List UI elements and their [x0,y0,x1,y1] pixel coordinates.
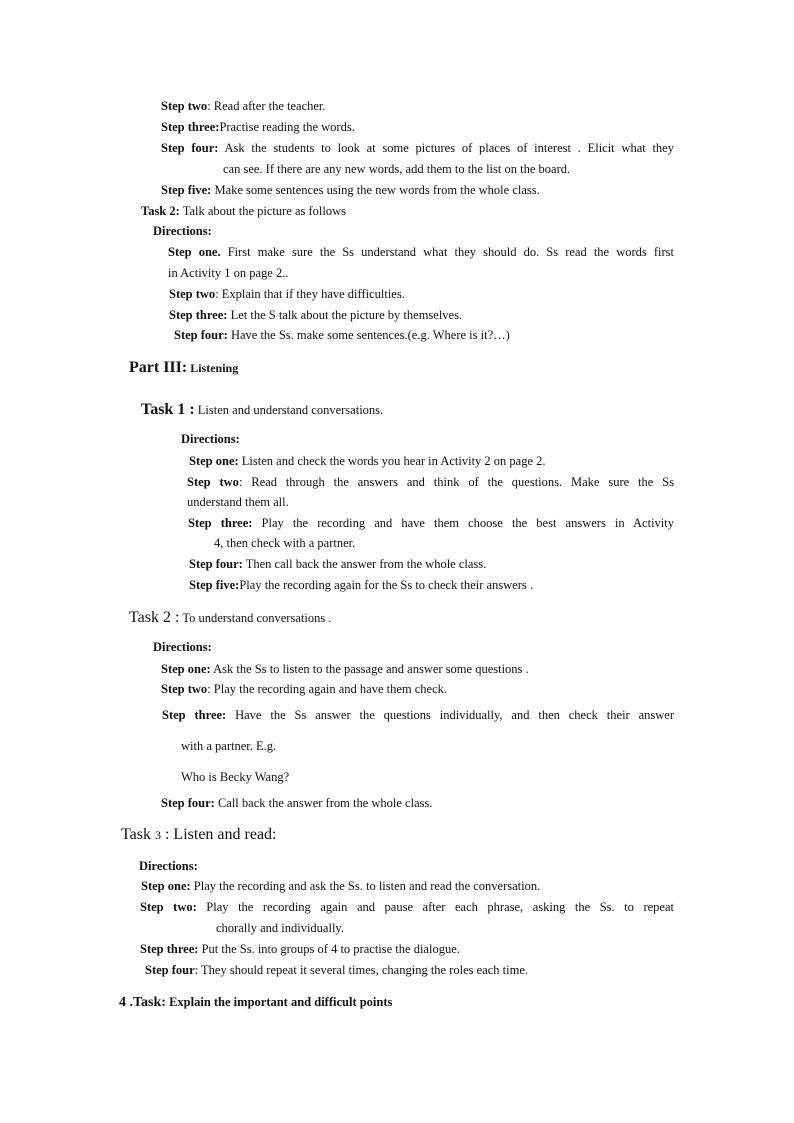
task1-heading [141,400,383,420]
task2-heading [129,608,331,628]
example-question: Who is Becky Wang? [181,770,290,784]
step-label: Step four: [189,557,243,571]
partner-line: with a partner. E.g. [181,739,277,753]
step-text: Make some sentences using the new words from the whole class. [211,183,540,197]
step-text: Let the S talk about the picture by themselves. [227,308,463,322]
step-label: Step four [145,963,195,977]
step-text: Play the recording again and pause after each phrase, asking the Ss. to repeat [196,900,674,914]
task-text: Explain the important and difficult points [165,995,393,1009]
step-text: Play the recording and have them choose the best answers in Activity [252,516,674,530]
task3-heading [121,825,277,845]
task-label: Task: [133,995,166,1010]
step-label: Step three: [188,516,253,530]
step-label: Step four: [161,796,215,810]
step-one-cont: in Activity 1 on page 2.. [168,266,289,280]
step-four-line [145,962,528,978]
step-five-line [161,182,540,198]
part-subtitle: Listening [187,361,239,375]
step-three-line [140,941,460,957]
task4-heading [119,992,392,1013]
step-text: Ask the Ss to listen to the passage and answer some questions . [210,662,529,676]
part-title: Part III: [129,359,188,376]
step-two-line [187,474,674,490]
task-label: Task 1 : [141,401,195,418]
step-four-line [189,556,486,572]
step-label: Step two [187,475,239,489]
step-two-cont: chorally and individually. [216,921,344,935]
step-text: Play the recording and ask the Ss. to listen and read the conversation. [190,879,541,893]
step-label: Step one: [141,879,191,893]
step-text: Listen and check the words you hear in Activity 2 on page 2. [238,454,546,468]
step-label: Step three: [161,120,220,134]
directions-label: Directions: [139,859,198,873]
task-label: Task 2: [141,204,180,218]
step-text: : Explain that if they have difficulties. [215,287,405,301]
step-label: Step five: [189,578,240,592]
step-text: : Read through the answers and think of the questions. Make sure the Ss [238,475,674,489]
step-four-line [174,327,510,343]
step-text: : Play the recording again and have them check. [207,682,448,696]
step-three-line [169,307,462,323]
step-three-line [162,707,674,723]
step-text: First make sure the Ss understand what they should do. Ss read the words first [220,245,674,259]
step-label: Step four: [161,141,219,155]
task-text: Listen and understand conversations. [194,403,384,417]
step-four-line [161,795,432,811]
step-two-line [140,899,674,915]
step-text: Ask the students to look at some pictures of places of interest . Elicit what they [218,141,674,155]
step-label: Step one: [161,662,211,676]
step-label: Step three: [169,308,228,322]
step-label: Step two: [140,900,197,914]
step-label: Step three: [140,942,199,956]
step-label: Step two [169,287,216,301]
step-label: Step five: [161,183,212,197]
step-text: Then call back the answer from the whole class. [242,557,487,571]
task-text: To understand conversations . [179,611,332,625]
step-label: Step four: [174,328,228,342]
task2-heading [141,203,346,219]
step-three-line [188,515,674,531]
directions-label: Directions: [153,224,212,238]
task-label-post: : Listen and read: [160,826,277,843]
step-label: Step one: [189,454,239,468]
step-text: Put the Ss. into groups of 4 to practise the dialogue. [198,942,460,956]
step-text: Have the Ss answer the questions individually, and then check their answer [226,708,674,722]
task-text: Talk about the picture as follows [179,204,347,218]
task-number: 4 . [119,995,133,1010]
step-label: Step two [161,99,208,113]
task-label-pre: Task [121,826,155,843]
step-two-line [161,681,447,697]
step-four-line [161,140,674,156]
step-two-line [169,286,405,302]
step-two-cont: understand them all. [187,495,289,509]
step-text: : Read after the teacher. [207,99,326,113]
step-text: Call back the answer from the whole class. [214,796,433,810]
step-one-line [189,453,546,469]
step-text: Play the recording again for the Ss to check their answers . [239,578,534,592]
step-text: : They should repeat it several times, changing the roles each time. [194,963,528,977]
part3-heading [129,358,238,378]
step-one-line [168,244,674,260]
directions-label: Directions: [153,640,212,654]
step-three-cont: 4, then check with a partner. [214,536,356,550]
directions-label: Directions: [181,432,240,446]
task-label: Task 2 : [129,609,180,626]
step-label: Step three: [162,708,227,722]
step-two-line [161,98,326,114]
step-text: Practise reading the words. [219,120,355,134]
task-number: 3 [154,828,161,842]
step-text: Have the Ss. make some sentences.(e.g. Where is it?…) [227,328,510,342]
step-five-line [189,577,533,593]
step-label: Step one. [168,245,221,259]
step-three-line [161,119,355,135]
step-label: Step two [161,682,208,696]
step-one-line [141,878,540,894]
step-four-cont: can see. If there are any new words, add them to the list on the board. [223,162,571,176]
step-one-line [161,661,529,677]
